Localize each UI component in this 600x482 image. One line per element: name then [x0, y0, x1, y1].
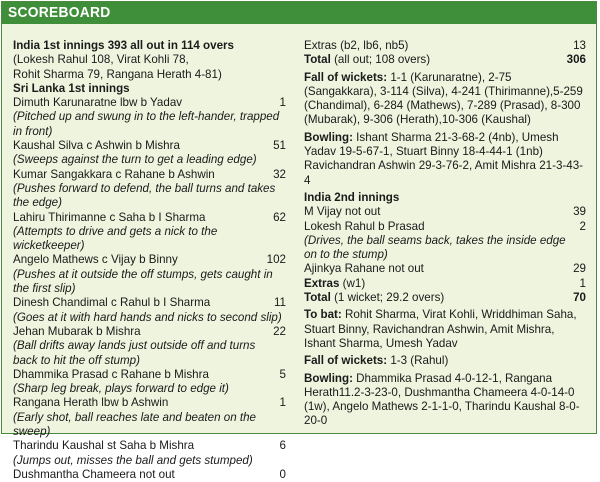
batsman-row — [13, 396, 286, 410]
batsman-dismissal: M Vijay not out — [304, 205, 381, 219]
batsman-row — [13, 168, 286, 182]
batsman-note: (Drives, the ball seams back, takes the inside edge on to the stump) — [304, 233, 566, 262]
india-total-row — [304, 291, 586, 305]
batsman-note: (Attempts to drive and gets a nick to the wicketkeeper) — [13, 224, 218, 253]
batsman-dismissal: Ajinkya Rahane not out — [304, 262, 424, 276]
batsman-runs: 39 — [573, 205, 586, 219]
batsman-dismissal: Jehan Mubarak b Mishra — [13, 324, 141, 338]
batsman-dismissal: Rangana Herath lbw b Ashwin — [13, 396, 169, 410]
batsman-dismissal: Lokesh Rahul b Prasad — [304, 219, 425, 233]
batsman-note: (Ball drifts away lands just outside off and turns back to hit the off stump) — [13, 339, 256, 367]
srilanka-first-innings-title: Sri Lanka 1st innings — [13, 81, 130, 95]
total-detail: (1 wicket; 29.2 overs) — [330, 291, 445, 305]
srilanka-batting-list — [13, 96, 286, 482]
batsman-runs: 22 — [273, 324, 286, 338]
batsman-row — [304, 205, 586, 219]
srilanka-extras-row — [304, 39, 586, 53]
batsman-row — [13, 211, 286, 225]
extras-label: Extras — [304, 39, 337, 52]
batsman-row — [13, 368, 286, 382]
batsman-runs: 62 — [273, 210, 286, 224]
batsman-dismissal: Dimuth Karunaratne lbw b Yadav — [13, 96, 183, 110]
batsman-runs: 1 — [279, 396, 286, 410]
batsman-row — [13, 325, 286, 339]
batsman-dismissal: Dushmantha Chameera not out — [13, 467, 175, 481]
batsman-dismissal: Angelo Mathews c Vijay b Binny — [13, 253, 178, 267]
batsman-row — [13, 139, 286, 153]
india-first-innings-title: India 1st innings 393 all out in 114 overs — [13, 39, 234, 52]
india-fall-of-wickets — [304, 354, 586, 368]
batsman-note: (Jumps out, misses the ball and gets stumped) — [13, 453, 253, 467]
bowling-text: Ishant Sharma 21-3-68-2 (4nb), Umesh Yadav 19-5-67-1, Stuart Binny 18-4-44-1 (1nb) Ravichandran Ashwin 29-3-76-2, Amit Mishra 21-3-43-4 — [304, 130, 584, 187]
batsman-runs: 29 — [573, 262, 586, 276]
batsman-note: (Pitched up and swung in to the left-hander, trapped in front) — [13, 110, 280, 138]
batsman-note: (Sharp leg break, plays forward to edge it) — [13, 382, 229, 396]
batsman-note: (Goes at it with hard hands and nicks to second slip) — [13, 310, 282, 324]
scoreboard-header — [2, 2, 596, 24]
batsman-runs: 0 — [279, 467, 286, 481]
bowling-text: Dhammika Prasad 4-0-12-1, Rangana Herath11.2-3-23-0, Dushmantha Chameera 4-0-14-0 (1w), Angelo Mathews 2-1-1-0, Tharindu Kaushal 8-0-20-0 — [304, 371, 580, 428]
india-batting-list — [304, 205, 586, 276]
total-value: 306 — [566, 53, 586, 67]
batsman-runs: 1 — [279, 96, 286, 110]
total-detail: (all out; 108 overs) — [330, 53, 431, 67]
batsman-note: (Early shot, ball reaches late and beaten on the sweep) — [13, 410, 256, 439]
total-label: Total — [304, 53, 331, 67]
right-column — [304, 39, 586, 429]
india-bowling — [304, 372, 586, 429]
batsman-dismissal: Tharindu Kaushal st Saha b Mishra — [13, 439, 195, 453]
bowling-label: Bowling: — [304, 371, 353, 385]
to-bat-label: To bat: — [304, 308, 342, 322]
batsman-runs: 6 — [279, 439, 286, 453]
srilanka-fall-of-wickets — [304, 71, 586, 128]
total-label: Total — [304, 291, 331, 305]
total-value: 70 — [573, 291, 586, 305]
india-second-innings-title: India 2nd innings — [304, 190, 400, 204]
batsman-dismissal: Lahiru Thirimanne c Saha b I Sharma — [13, 210, 206, 224]
batsman-row — [304, 220, 586, 234]
batsman-row — [13, 296, 286, 310]
india-extras-row — [304, 277, 586, 291]
extras-detail: (b2, lb6, nb5) — [336, 39, 409, 52]
extras-value: 13 — [573, 39, 586, 52]
scoreboard-title: SCOREBOARD — [8, 4, 111, 21]
batsman-runs: 2 — [579, 219, 586, 233]
left-column — [13, 39, 286, 482]
srilanka-total-row — [304, 53, 586, 67]
bowling-label: Bowling: — [304, 130, 353, 144]
batsman-runs: 5 — [279, 367, 286, 381]
fow-label: Fall of wickets: — [304, 354, 388, 368]
to-bat-text: Rohit Sharma, Virat Kohli, Wriddhiman Saha, Stuart Binny, Ravichandran Ashwin, Amit Mishra, Ishant Sharma, Umesh Yadav — [304, 308, 577, 350]
scoreboard-panel — [1, 1, 597, 481]
extras-detail: (w1) — [339, 276, 366, 290]
batsman-dismissal: Kaushal Silva c Ashwin b Mishra — [13, 139, 180, 153]
batsman-runs: 102 — [266, 253, 286, 267]
batsman-note: (Pushes forward to defend, the ball turns and takes the edge) — [13, 181, 276, 210]
batsman-dismissal: Dhammika Prasad c Rahane b Mishra — [13, 367, 209, 381]
extras-value: 1 — [579, 276, 586, 290]
batsman-note: (Pushes at it outside the off stumps, gets caught in the first slip) — [13, 267, 273, 296]
batsman-dismissal: Kumar Sangakkara c Rahane b Ashwin — [13, 167, 215, 181]
india-first-innings-detail: (Lokesh Rahul 108, Virat Kohli 78, Rohit Sharma 79, Rangana Herath 4-81) — [13, 53, 222, 81]
batsman-note: (Sweeps against the turn to get a leading edge) — [13, 153, 257, 167]
india-to-bat — [304, 308, 586, 351]
batsman-dismissal: Dinesh Chandimal c Rahul b I Sharma — [13, 296, 211, 310]
batsman-runs: 11 — [273, 296, 286, 310]
batsman-row — [13, 439, 286, 453]
batsman-row — [304, 262, 586, 276]
extras-label: Extras — [304, 276, 340, 290]
srilanka-bowling — [304, 131, 586, 188]
fow-text: 1-1 (Karunaratne), 2-75 (Sangakkara), 3-114 (Silva), 4-241 (Thirimanne),5-259 (Chandimal), 6-284 (Mathews), 7-289 (Prasad), 8-300 (Mubarak), 9-306 (Herath),10-306 (Kaushal) — [304, 70, 583, 127]
batsman-runs: 32 — [273, 167, 286, 181]
fow-text: 1-3 (Rahul) — [387, 354, 449, 368]
batsman-runs: 51 — [273, 139, 286, 153]
fow-label: Fall of wickets: — [304, 70, 388, 84]
batsman-row — [13, 253, 286, 267]
batsman-row — [13, 96, 286, 110]
batsman-row — [13, 468, 286, 482]
